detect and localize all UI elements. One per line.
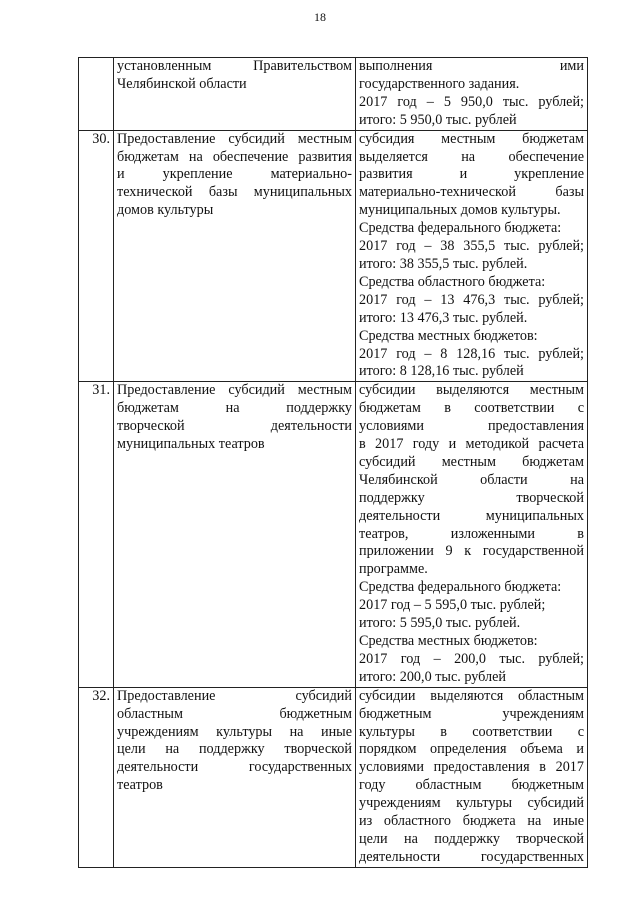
measure-name-line: и укрепление материально- (117, 166, 352, 183)
measure-conditions-line: муниципальных домов культуры. (359, 202, 561, 219)
measure-conditions-line: выполнения ими (359, 58, 584, 74)
row-number (79, 58, 114, 131)
measure-conditions-line: 2017 год – 5 950,0 тыс. рублей; (359, 93, 584, 110)
measure-name (114, 382, 356, 687)
measure-conditions-line: 2017 год – 38 355,5 тыс. рублей; (359, 238, 584, 255)
measure-name-line: бюджетам на поддержку (117, 400, 352, 417)
measure-name (114, 687, 356, 867)
measure-conditions-line: условиями предоставления в 2017 (359, 759, 584, 776)
measure-conditions-line: субсидии выделяются местным (359, 382, 584, 399)
table-row (79, 687, 588, 867)
measure-conditions-line: 2017 год – 5 595,0 тыс. рублей; (359, 597, 546, 614)
measure-conditions-line: бюджетам в соответствии с (359, 400, 584, 417)
measure-conditions (356, 382, 588, 687)
measure-conditions-line: выделяется на обеспечение (359, 148, 584, 165)
measure-name-line: установленным Правительством (117, 58, 352, 74)
measure-name-line: цели на поддержку творческой (117, 741, 352, 758)
measure-conditions-line: субсидия местным бюджетам (359, 130, 584, 147)
measure-conditions-line: государственного задания. (359, 75, 520, 92)
measure-conditions-line: итого: 13 476,3 тыс. рублей. (359, 309, 528, 326)
measure-conditions-line: 2017 год – 13 476,3 тыс. рублей; (359, 291, 584, 308)
measure-name-line: театров (117, 777, 163, 794)
measure-conditions-line: цели на поддержку творческой (359, 830, 584, 847)
measure-conditions-line: условиями предоставления (359, 418, 584, 435)
measure-conditions-line: итого: 38 355,5 тыс. рублей. (359, 255, 528, 272)
measure-name-line: Предоставление субсидий местным (117, 382, 352, 399)
measure-conditions-line: деятельности муниципальных (359, 507, 584, 524)
measure-conditions-line: развития и укрепление (359, 166, 584, 183)
measure-conditions-line: итого: 200,0 тыс. рублей (359, 668, 506, 685)
measure-conditions-line: 2017 год – 8 128,16 тыс. рублей; (359, 345, 584, 362)
measure-conditions-line: Средства областного бюджета: (359, 273, 546, 290)
page-number: 18 (314, 10, 326, 24)
measure-name-line: творческой деятельности (117, 418, 352, 435)
measure-conditions-line: культуры в соответствии с (359, 723, 584, 740)
measure-name (114, 58, 356, 131)
row-number: 31. (79, 382, 114, 687)
row-number: 30. (79, 130, 114, 382)
measure-conditions-line: поддержку творческой (359, 489, 584, 506)
measure-conditions-line: Челябинской области на (359, 471, 584, 488)
measure-conditions-line: итого: 8 128,16 тыс. рублей (359, 363, 524, 380)
measure-conditions-line: Средства местных бюджетов: (359, 633, 538, 649)
measure-conditions (356, 58, 588, 131)
measure-name-line: деятельности государственных (117, 759, 352, 776)
table-row (79, 382, 588, 687)
measure-conditions-line: из областного бюджета на иные (359, 813, 584, 830)
table-row (79, 130, 588, 382)
measure-conditions-line: бюджетным учреждениям (359, 705, 584, 722)
row-number: 32. (79, 687, 114, 867)
measure-conditions-line: году областным бюджетным (359, 777, 584, 794)
measure-name-line: бюджетам на обеспечение развития (117, 148, 352, 165)
measure-conditions (356, 130, 588, 382)
measure-conditions-line: программе. (359, 561, 428, 578)
measure-conditions-line: Средства федерального бюджета: (359, 220, 562, 237)
measure-conditions-line: Средства местных бюджетов: (359, 327, 538, 344)
measure-conditions-line: Средства федерального бюджета: (359, 579, 562, 596)
table-body (79, 58, 588, 868)
measure-conditions-line: театров, изложенными в (359, 525, 584, 542)
measure-name-line: областным бюджетным (117, 705, 352, 722)
measure-conditions-line: приложении 9 к государственной (359, 543, 584, 560)
measure-conditions-line: порядком определения объема и (359, 741, 584, 758)
measure-conditions-line: деятельности государственных (359, 848, 584, 865)
measure-name-line: муниципальных театров (117, 436, 265, 453)
measures-table (78, 57, 588, 868)
table-row (79, 58, 588, 131)
measure-name-line: Предоставление субсидий местным (117, 130, 352, 147)
measure-name-line: Предоставление субсидий (117, 687, 352, 704)
measure-name-line: домов культуры (117, 202, 214, 219)
measure-conditions (356, 687, 588, 867)
measure-name-line: учреждениям культуры на иные (117, 723, 352, 740)
measure-name-line: Челябинской области (117, 75, 247, 92)
measure-conditions-line: в 2017 году и методикой расчета (359, 436, 584, 453)
measure-conditions-line: материально-технической базы (359, 184, 584, 201)
measure-conditions-line: субсидии выделяются областным (359, 687, 584, 704)
measure-conditions-line: субсидий местным бюджетам (359, 453, 584, 470)
measure-conditions-line: итого: 5 950,0 тыс. рублей (359, 111, 517, 128)
measure-name-line: технической базы муниципальных (117, 184, 352, 201)
measure-conditions-line: итого: 5 595,0 тыс. рублей. (359, 615, 521, 632)
measure-name (114, 130, 356, 382)
measure-conditions-line: учреждениям культуры субсидий (359, 795, 584, 812)
measure-conditions-line: 2017 год – 200,0 тыс. рублей; (359, 650, 584, 667)
